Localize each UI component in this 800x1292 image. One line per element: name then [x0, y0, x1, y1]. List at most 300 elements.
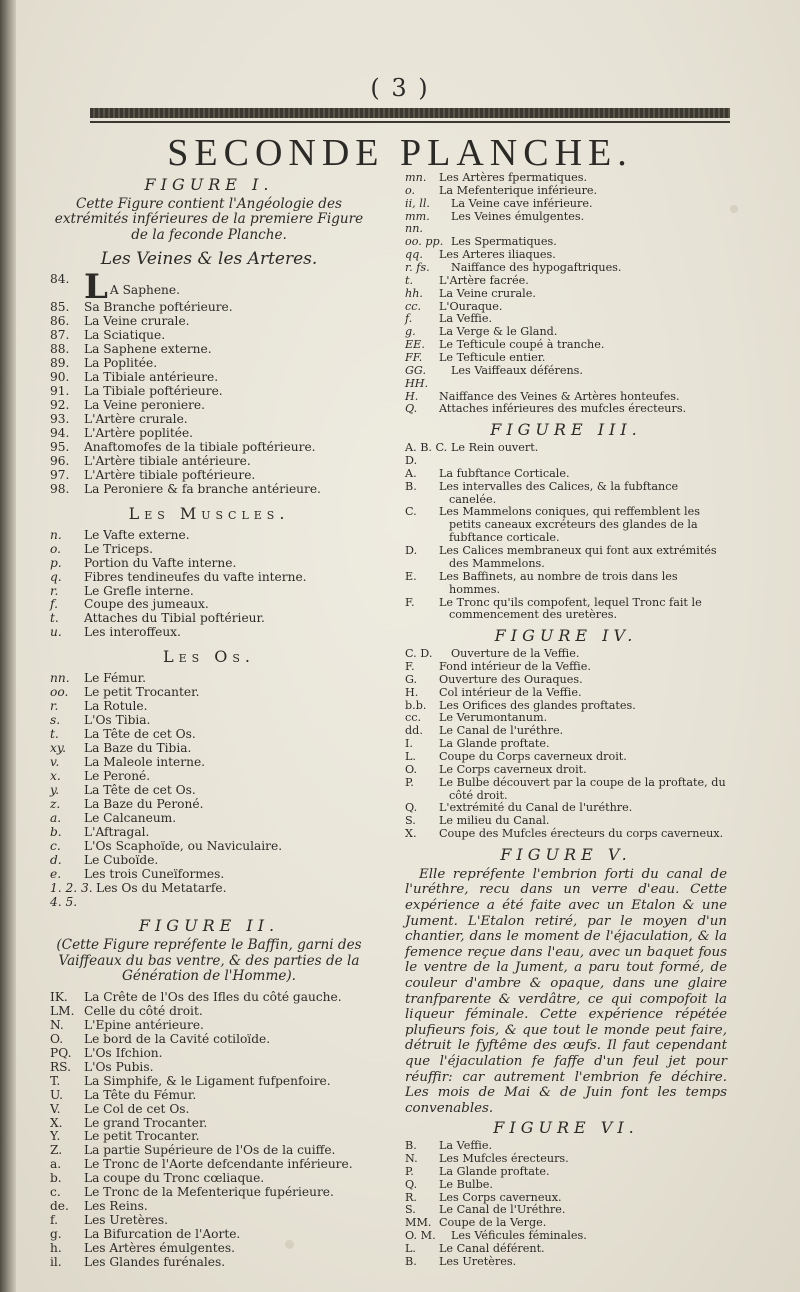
entry-key: b. [50, 824, 62, 839]
entry-key: X. [405, 827, 417, 841]
list-item [50, 756, 368, 770]
entry-text: Sa Branche poftérieure. [84, 300, 233, 315]
list-item [50, 798, 368, 812]
entry-text: L'Aftragal. [84, 824, 150, 839]
list-item [50, 483, 368, 497]
list-item [50, 1242, 368, 1256]
entry-text: L'extrémité du Canal de l'uréthre. [439, 801, 633, 815]
entry-text: La Glande proftate. [439, 1164, 550, 1178]
figure-3-list [405, 442, 727, 622]
entry-text: Le Col de cet Os. [84, 1101, 190, 1116]
entry-key: x. [50, 768, 61, 783]
figure-heading: FIGURE IV. [494, 626, 638, 646]
list-item [405, 571, 727, 597]
list-item [405, 468, 727, 481]
entry-key: T. [50, 1073, 61, 1088]
entry-text: Le Tefticule coupé à tranche. [439, 338, 605, 352]
entry-text: Le Calcaneum. [84, 810, 177, 825]
entry-text: L'Artère crurale. [84, 412, 188, 427]
list-item [405, 198, 727, 211]
entry-text: La Baze du Peroné. [84, 796, 204, 811]
entry-key: P. [405, 1164, 414, 1178]
entry-text: Naiffance des hypogaftriques. [451, 261, 622, 275]
entry-text: Le Corps caverneux droit. [439, 762, 587, 776]
entry-text: Les Arteres iliaques. [439, 248, 556, 262]
left-column [50, 172, 368, 1270]
section-heading: Les Muscles. [128, 503, 290, 523]
entry-key: I. [405, 737, 413, 751]
entry-key: R. [405, 1190, 417, 1204]
list-item [405, 674, 727, 687]
entry-key: 94. [50, 425, 70, 440]
entry-text: Les interoffeux. [84, 625, 181, 640]
entry-key: o. [405, 183, 416, 197]
entry-text: Ouverture des Ouraques. [439, 672, 583, 686]
entry-key: p. [50, 555, 62, 570]
entry-text: Le milieu du Canal. [439, 814, 550, 828]
entry-text: Le Peroné. [84, 768, 151, 783]
list-item [405, 403, 727, 416]
entry-key: a. [50, 1157, 62, 1172]
entry-key: H. [405, 685, 419, 699]
entry-text: Le Bulbe découvert par la coupe de la proftate, du côté droit. [439, 775, 726, 802]
ornamental-rule [90, 108, 730, 118]
list-item [50, 371, 368, 385]
entry-key: 1. 2. 3. 4. 5. [50, 880, 93, 909]
list-item [405, 506, 727, 545]
entry-key: C. D. [405, 647, 433, 661]
entry-text: La Poplitée. [84, 356, 158, 371]
list-item [50, 543, 368, 557]
entry-key: de. [50, 1199, 69, 1214]
figure-2-list [50, 991, 368, 1270]
entry-text: Le Rein ouvert. [451, 441, 539, 455]
entry-text: La Baze du Tibia. [84, 741, 192, 756]
list-item [405, 1243, 727, 1256]
page-number: ( 3 ) [370, 74, 430, 102]
entry-text: Les Glandes furénales. [84, 1255, 226, 1270]
entry-text: Le Grefle interne. [84, 583, 194, 598]
entry-key: b. [50, 1171, 62, 1186]
list-item [50, 700, 368, 714]
entry-text: Le petit Trocanter. [84, 685, 200, 700]
entry-text: La Tête de cet Os. [84, 727, 196, 742]
entry-key: r. [50, 699, 59, 714]
list-item [50, 455, 368, 469]
list-item [50, 1200, 368, 1214]
list-item [405, 185, 727, 198]
entry-key: O. [405, 762, 418, 776]
entry-text: Le bord de la Cavité cotiloïde. [84, 1031, 271, 1046]
entry-text: Le Vafte externe. [84, 527, 190, 542]
entry-key: g. [405, 325, 416, 339]
list-item [50, 413, 368, 427]
entry-key: Y. [50, 1129, 61, 1144]
figure-heading: FIGURE I. [144, 175, 274, 194]
entry-key: S. [405, 1203, 416, 1217]
entry-text: Les Uretères. [439, 1254, 517, 1268]
list-item [405, 661, 727, 674]
entry-text: Naiffance des Veines & Artères honteufes. [439, 389, 680, 403]
entry-text: Le Tronc qu'ils compofent, lequel Tronc fait le commencement des uretères. [439, 595, 702, 622]
entry-key: L. [405, 749, 416, 763]
entry-key: 84. [50, 272, 70, 287]
entry-key: N. [50, 1017, 64, 1032]
list-item [50, 1186, 368, 1200]
entry-text: La Crête de l'Os des Ifles du côté gauche. [84, 989, 342, 1004]
section-heading: Les Os. [162, 647, 255, 667]
entry-key: b.b. [405, 698, 427, 712]
list-item [50, 469, 368, 483]
entry-text: L'Artère tibiale poftérieure. [84, 467, 256, 482]
entry-key: t. [50, 727, 59, 742]
entry-text: La Bifurcation de l'Aorte. [84, 1227, 241, 1242]
entry-text: L'Artère poplitée. [84, 425, 194, 440]
list-item [50, 557, 368, 571]
entry-text: La Peroniere & fa branche antérieure. [84, 481, 321, 496]
entry-text: Le Verumontanum. [439, 711, 548, 725]
list-item [50, 1061, 368, 1075]
entry-text: Les Orifices des glandes proftates. [439, 698, 636, 712]
entry-key: A. [405, 466, 417, 480]
entry-text: La Saphene externe. [84, 342, 212, 357]
list-item [50, 1117, 368, 1131]
entry-key: L. [405, 1242, 416, 1256]
entry-key: C. [405, 505, 417, 519]
list-item [405, 648, 727, 661]
entry-text: Le Canal déférent. [439, 1242, 545, 1256]
list-item [50, 1047, 368, 1061]
list-item [405, 275, 727, 288]
list-item [50, 598, 368, 612]
list-item [50, 529, 368, 543]
entry-text: Le Canal de l'Uréthre. [439, 1203, 566, 1217]
entry-text: Celle du côté droit. [84, 1003, 203, 1018]
entry-key: c. [50, 1185, 61, 1200]
entry-key: O. M. [405, 1229, 436, 1243]
entry-key: 89. [50, 356, 70, 371]
entry-key: 88. [50, 342, 70, 357]
entry-key: 85. [50, 300, 70, 315]
veins-list [50, 301, 368, 496]
figure-heading: FIGURE III. [490, 420, 642, 440]
list-item [50, 343, 368, 357]
entry-text: La fubftance Corticale. [439, 466, 570, 480]
entry-text: L'Os Tibia. [84, 713, 151, 728]
figure-5-description: Elle repréfente l'embrion forti du canal de l'uréthre, recu dans un verre d'eau. Cette expérience a été faite avec un Etalon & une Jument. L'Etalon retiré, par le moyen d'un chantier, dans le moment de l'éjaculation, & la femence reçue dans l'eau, avec un baquet fous le ventre de la Jument, a paru tout formé, de couleur d'ambre & opaque, dans une glaire tranfparente & verdâtre, ce qui compofoit la liqueur féminale. Cette expérience répétée plufieurs fois, & que tout le monde peut faire, détruit le fyftême des œufs. Il faut cependant que l'éjaculation fe faffe d'un feul jet pour réuffir: car autrement l'embrion fe déchire. Les mois de Mai & de Juin font les temps convenables. [405, 866, 727, 1116]
list-item [405, 764, 727, 777]
list-item [50, 991, 368, 1005]
entry-text: Fibres tendineufes du vafte interne. [84, 569, 307, 584]
entry-key: h. [50, 1241, 62, 1256]
list-item [50, 441, 368, 455]
list-item [50, 784, 368, 798]
list-item [50, 1019, 368, 1033]
entry-key: F. [405, 659, 415, 673]
list-item [405, 481, 727, 507]
list-item [50, 812, 368, 826]
list-item [50, 742, 368, 756]
entry-text: Les Véficules féminales. [451, 1229, 587, 1243]
list-item [50, 329, 368, 343]
entry-key: ii, ll. [405, 196, 430, 210]
list-item [405, 365, 727, 391]
entry-key: A. B. C. D. [405, 441, 448, 468]
entry-text: Le Fémur. [84, 671, 146, 686]
entry-text: Coupe des jumeaux. [84, 597, 209, 612]
divider-rule [90, 121, 730, 123]
list-item [50, 882, 368, 910]
entry-key: cc. [405, 711, 422, 725]
entry-key: a. [50, 810, 62, 825]
entry-text: La Tête du Fémur. [84, 1087, 197, 1102]
list-item [50, 1005, 368, 1019]
entry-key: u. [50, 625, 62, 640]
entry-text: Les Os du Metatarfe. [96, 880, 227, 895]
entry-text: La partie Supérieure de l'Os de la cuiffe. [84, 1143, 336, 1158]
entry-key: v. [50, 755, 60, 769]
list-item [405, 262, 727, 275]
entry-key: 92. [50, 398, 70, 413]
entry-text: Les Mammelons coniques, qui reffemblent les petits caneaux excréteurs des glandes de la fubftance corticale. [439, 505, 700, 545]
entry-key: r. [50, 583, 59, 598]
entry-text: Le petit Trocanter. [84, 1129, 200, 1144]
list-item [50, 1256, 368, 1270]
list-item [50, 585, 368, 599]
entry-text: Col intérieur de la Veffie. [439, 685, 582, 699]
figure-intro: (Cette Figure repréfente le Baffin, garni des Vaiffeaux du bas ventre, & des parties de la Génération de l'Homme). [56, 937, 362, 985]
entry-text: Les Vaiffeaux déférens. [451, 363, 583, 377]
entry-key: X. [50, 1115, 63, 1130]
figure-6-list [405, 1140, 727, 1269]
entry-text: Le Cuboïde. [84, 852, 159, 867]
list-item [405, 288, 727, 301]
entry-text: Les Baffinets, au nombre de trois dans les hommes. [439, 569, 678, 596]
entry-text: Les trois Cuneïformes. [84, 866, 225, 881]
entry-text: La Rotule. [84, 699, 148, 714]
entry-key: t. [50, 611, 59, 626]
entry-text: La Veine crurale. [84, 314, 190, 329]
entry-text: Les Artères fpermatiques. [439, 171, 588, 184]
entry-text: L'Epine antérieure. [84, 1017, 204, 1032]
list-item [50, 1033, 368, 1047]
entry-key: 87. [50, 328, 70, 343]
list-item [50, 301, 368, 315]
entry-text: La Verge & le Gland. [439, 325, 558, 339]
entry-key: 90. [50, 370, 70, 385]
entry-text: Attaches inférieures des mufcles érecteurs. [439, 402, 687, 416]
entry-text: La coupe du Tronc cœliaque. [84, 1171, 265, 1186]
list-item [50, 612, 368, 626]
list-item [50, 1089, 368, 1103]
entry-key: FF. [405, 351, 423, 365]
entry-text: L'Artère tibiale antérieure. [84, 453, 251, 468]
list-item [405, 1256, 727, 1269]
entry-key: s. [50, 713, 61, 728]
entry-text: La Veffie. [439, 1139, 493, 1153]
list-item [50, 1158, 368, 1172]
entry-text: La Maleole interne. [84, 755, 206, 769]
entry-key: LM. [50, 1003, 75, 1018]
entry-key: 95. [50, 439, 70, 454]
entry-text: La Tête de cet Os. [84, 782, 196, 797]
entry-text: La Tibiale antérieure. [84, 370, 219, 385]
list-item [405, 172, 727, 185]
entry-key: GG. HH. [405, 363, 429, 390]
entry-key: V. [50, 1101, 61, 1116]
list-item [50, 1130, 368, 1144]
list-item [405, 1153, 727, 1166]
entry-key: P. [405, 775, 414, 789]
entry-text: Les Veines émulgentes. [451, 209, 585, 223]
entry-text: La Veffie. [439, 312, 493, 326]
list-item [50, 868, 368, 882]
entry-key: E. [405, 569, 417, 583]
entry-text: Ouverture de la Veffie. [451, 647, 580, 661]
list-item [405, 352, 727, 365]
list-item [50, 714, 368, 728]
entry-key: o. [50, 541, 61, 556]
entry-text: Le Canal de l'uréthre. [439, 724, 564, 738]
entry-text: Les intervalles des Calices, & la fubftance canelée. [439, 479, 679, 506]
entry-text: Attaches du Tibial poftérieur. [84, 611, 265, 626]
list-item [405, 751, 727, 764]
figure-heading: FIGURE V. [500, 844, 632, 864]
entry-text: L'Artère facrée. [439, 273, 529, 287]
entry-key: F. [405, 595, 415, 609]
entry-key: N. [405, 1152, 418, 1166]
entry-text: L'Ouraque. [439, 299, 503, 313]
list-item [50, 1228, 368, 1242]
entry-text: Le Bulbe. [439, 1177, 493, 1191]
entry-key: t. [405, 273, 414, 287]
list-item [50, 840, 368, 854]
entry-text: Les Reins. [84, 1199, 148, 1214]
right-column [405, 172, 727, 1269]
entry-text: La Sciatique. [84, 328, 166, 343]
entry-key: D. [405, 544, 418, 558]
entry-key: y. [50, 782, 60, 797]
list-item [50, 571, 368, 585]
entry-key: B. [405, 1139, 417, 1153]
entry-key: 96. [50, 453, 70, 468]
entry-text: Portion du Vafte interne. [84, 555, 237, 570]
entry-key: f. [50, 597, 58, 612]
entry-text: L'Os Scaphoïde, ou Naviculaire. [84, 838, 283, 853]
entry-key: IK. [50, 989, 68, 1004]
entry-key: cc. [405, 299, 422, 313]
entry-key: O. [50, 1031, 64, 1046]
entry-text: Le Tefticule entier. [439, 351, 546, 365]
list-item [50, 399, 368, 413]
entry-text: La Veine cave inférieure. [451, 196, 593, 210]
list-item [405, 687, 727, 700]
entry-key: Q. [405, 801, 418, 815]
entry-key: mn. [405, 171, 427, 184]
entry-text: Le grand Trocanter. [84, 1115, 208, 1130]
entry-key: 86. [50, 314, 70, 329]
entry-text: Coupe du Corps caverneux droit. [439, 749, 627, 763]
figure-heading: FIGURE II. [138, 916, 280, 936]
figure-4-list [405, 648, 727, 841]
list-item [50, 770, 368, 784]
entry-key: 91. [50, 384, 70, 399]
list-item [405, 545, 727, 571]
entry-text: Les Calices membraneux qui font aux extrémités des Mammelons. [439, 544, 717, 570]
list-item [405, 442, 727, 468]
figure-heading: FIGURE VI. [493, 1118, 639, 1138]
entry-key: oo. pp. [405, 235, 444, 249]
entry-key: z. [50, 796, 61, 811]
list-item [50, 686, 368, 700]
figure-intro: Cette Figure contient l'Angéologie des extrémités inférieures de la premiere Figure de la feconde Planche. [54, 195, 364, 243]
entry-key: d. [50, 852, 62, 867]
section-heading: Les Veines & les Arteres. [100, 249, 318, 270]
entry-key: nn. [50, 671, 70, 686]
list-item [50, 626, 368, 640]
plate-heading: SECONDE PLANCHE. [167, 132, 633, 174]
entry-text: Le Triceps. [84, 541, 154, 556]
entry-key: g. [50, 1227, 62, 1242]
entry-key: qq. [405, 248, 423, 262]
entry-key: 97. [50, 467, 70, 482]
figure-2-list-continued [405, 172, 727, 416]
entry-text: La Mefenterique inférieure. [439, 183, 598, 197]
list-item [405, 597, 727, 623]
entry-key: n. [50, 527, 62, 542]
list-item [405, 1166, 727, 1179]
list-item [50, 357, 368, 371]
entry-key: 93. [50, 412, 70, 427]
list-item [50, 427, 368, 441]
entry-text: Coupe des Mufcles érecteurs du corps caverneux. [439, 827, 724, 841]
entry-key: 98. [50, 481, 70, 496]
bones-list [50, 672, 368, 909]
entry-key: PQ. [50, 1045, 72, 1060]
entry-key: il. [50, 1255, 62, 1270]
list-item [50, 672, 368, 686]
entry-text: Coupe de la Verge. [439, 1216, 547, 1230]
entry-key: B. [405, 479, 417, 493]
entry-key: U. [50, 1087, 64, 1102]
list-item [50, 315, 368, 329]
entry-key: oo. [50, 685, 69, 700]
entry-key: H. [405, 389, 419, 403]
list-item [405, 211, 727, 237]
entry-text: L'Os Ifchion. [84, 1045, 163, 1060]
entry-text: Anaftomofes de la tibiale poftérieure. [84, 439, 316, 454]
entry-text: Les Uretères. [84, 1213, 169, 1228]
book-spine-shadow [0, 0, 16, 1292]
list-item [50, 1172, 368, 1186]
entry-key: EE. [405, 338, 425, 352]
entry-key: xy. [50, 741, 67, 756]
list-item [50, 385, 368, 399]
list-item [50, 1144, 368, 1158]
entry-text: Les Mufcles érecteurs. [439, 1152, 569, 1166]
entry-key: G. [405, 672, 418, 686]
entry-key: Q. [405, 1177, 418, 1191]
entry-key: mm. nn. [405, 209, 430, 236]
entry-text: Les Artères émulgentes. [84, 1241, 235, 1256]
entry-key: f. [50, 1213, 58, 1228]
entry-key: dd. [405, 724, 423, 738]
entry-key: q. [50, 569, 62, 584]
muscles-list [50, 529, 368, 641]
entry-text: L'Os Pubis. [84, 1059, 154, 1074]
list-item [50, 1214, 368, 1228]
entry-text: La Glande proftate. [439, 737, 550, 751]
